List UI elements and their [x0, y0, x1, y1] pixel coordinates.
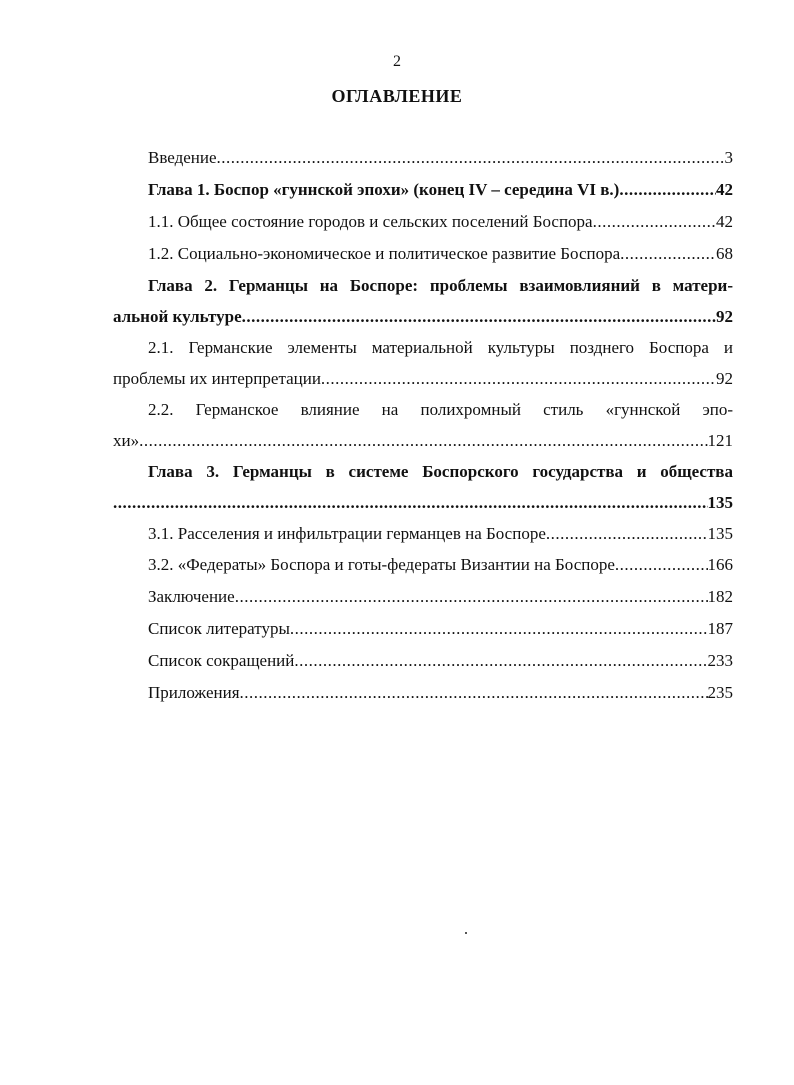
toc-entry-label: хи»: [113, 431, 140, 450]
toc-entry-abbreviations[interactable]: [148, 649, 733, 673]
toc-page-number: 68: [716, 244, 733, 263]
toc-section-2-1-line2[interactable]: [113, 367, 733, 391]
toc-page-number: 121: [707, 431, 733, 450]
toc-page-number: 92: [716, 307, 733, 326]
toc-section-1-1[interactable]: [148, 210, 733, 234]
toc-chapter-3-line2[interactable]: [113, 491, 733, 515]
toc-entry-label: 3.2. «Федераты» Боспора и готы-федераты Византии на Боспоре: [148, 555, 615, 574]
toc-section-2-1-line1[interactable]: 2.1. Германские элементы материальной культуры позднего Боспора и: [148, 338, 733, 357]
leader-dots: [593, 210, 716, 234]
leader-dots: [113, 491, 708, 515]
toc-section-3-2[interactable]: [148, 553, 733, 577]
toc-chapter-2-line1[interactable]: Глава 2. Германцы на Боспоре: проблемы взаимовлияний в матери-: [148, 276, 733, 295]
toc-entry-label: Список сокращений: [148, 651, 295, 670]
leader-dots: [619, 178, 716, 202]
leader-dots: [321, 367, 716, 391]
leader-dots: [217, 146, 725, 170]
toc-entry-label: 1.1. Общее состояние городов и сельских поселений Боспора: [148, 212, 593, 231]
toc-section-3-1[interactable]: [148, 522, 733, 546]
toc-entry-label: Введение: [148, 148, 217, 167]
leader-dots: [294, 649, 707, 673]
toc-entry-label: альной культуре: [113, 307, 242, 326]
toc-entry-label: проблемы их интерпретации: [113, 369, 321, 388]
leader-dots: [615, 553, 708, 577]
toc-page-number: 166: [707, 555, 733, 574]
toc-page-number: 92: [716, 369, 733, 388]
toc-entry-conclusion[interactable]: [148, 585, 733, 609]
toc-section-2-2-line1[interactable]: 2.2. Германское влияние на полихромный стиль «гуннской эпо-: [148, 400, 733, 419]
toc-entry-label: 3.1. Расселения и инфильтрации германцев на Боспоре: [148, 524, 546, 543]
page-title: ОГЛАВЛЕНИЕ: [331, 86, 463, 106]
toc-entry-label: 1.2. Социально-экономическое и политическое развитие Боспора: [148, 244, 621, 263]
toc-page-number: 233: [707, 651, 733, 670]
toc-entry-label: Глава 1. Боспор «гуннской эпохи» (конец IV – середина VI в.): [148, 180, 620, 199]
toc-entry-label: Заключение: [148, 587, 235, 606]
leader-dots: [242, 305, 716, 329]
toc-page-number: 42: [716, 212, 733, 231]
toc-page-number: 135: [707, 524, 733, 543]
toc-page-number: 42: [716, 180, 733, 199]
toc-section-1-2[interactable]: [148, 242, 733, 266]
toc-page-number: 235: [707, 683, 733, 702]
toc-page-number: 3: [724, 148, 733, 167]
toc-section-2-2-line2[interactable]: [113, 429, 733, 453]
toc-page-number: 135: [707, 493, 733, 512]
leader-dots: [620, 242, 716, 266]
toc-entry-label: Приложения: [148, 683, 240, 702]
leader-dots: [139, 429, 707, 453]
page-number: 2: [393, 53, 401, 70]
toc-chapter-1[interactable]: [148, 178, 733, 202]
leader-dots: [235, 585, 708, 609]
toc-page-number: 187: [707, 619, 733, 638]
leader-dots: [290, 617, 708, 641]
toc-entry-label: Список литературы: [148, 619, 290, 638]
toc-chapter-3-line1[interactable]: Глава 3. Германцы в системе Боспорского государства и общества: [148, 462, 733, 481]
toc-entry-literature[interactable]: [148, 617, 733, 641]
toc-entry-intro[interactable]: [148, 146, 733, 170]
toc-page-number: 182: [707, 587, 733, 606]
scan-speck: [465, 932, 467, 934]
leader-dots: [240, 681, 708, 705]
toc-chapter-2-line2[interactable]: [113, 305, 733, 329]
toc-entry-appendices[interactable]: [148, 681, 733, 705]
leader-dots: [546, 522, 708, 546]
